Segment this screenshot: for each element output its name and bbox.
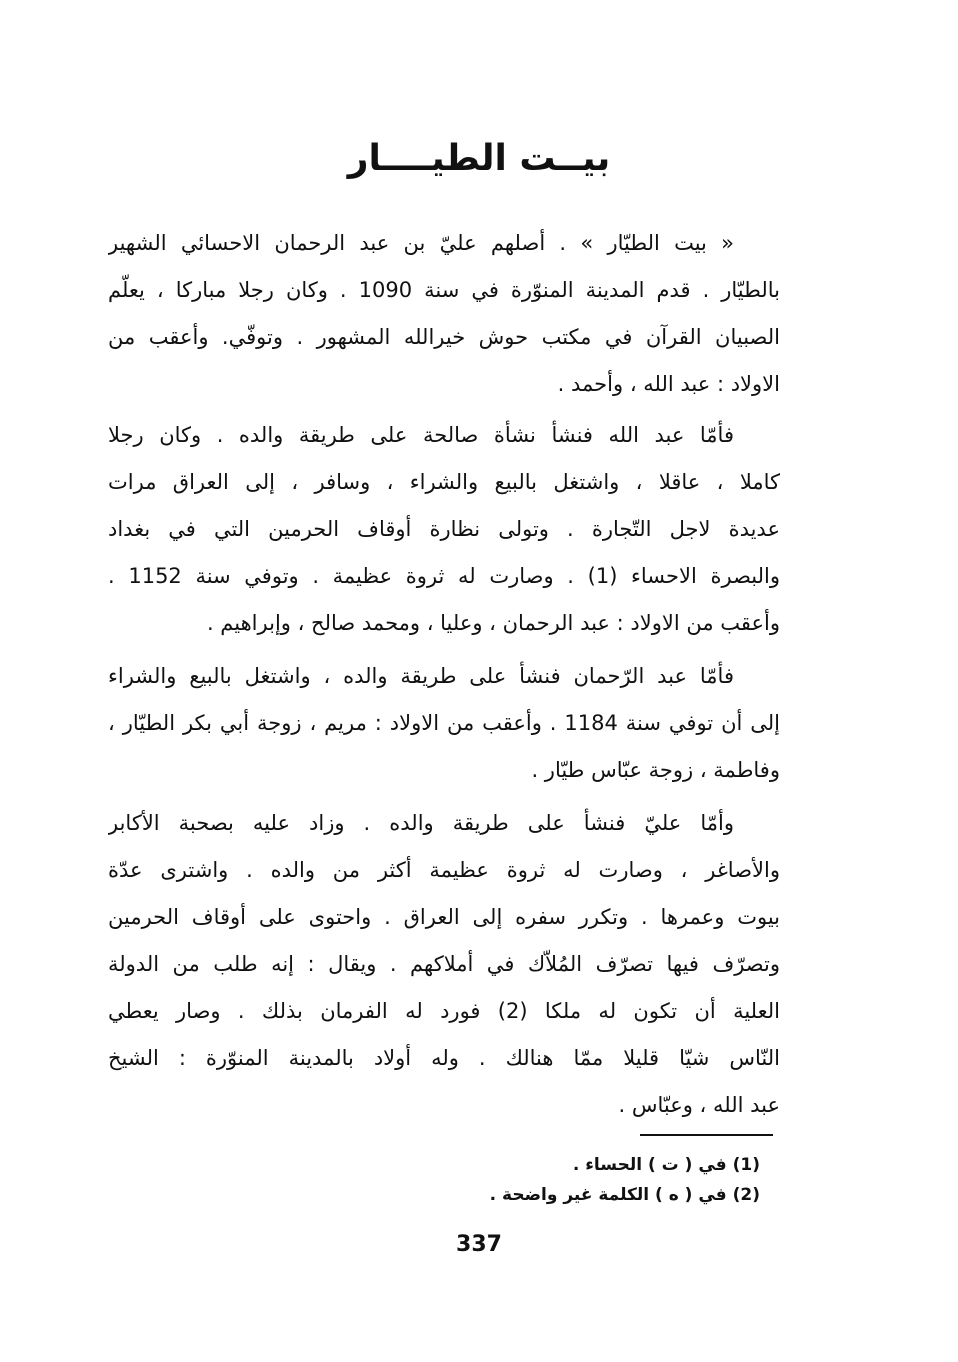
- paragraph-1: [108, 220, 780, 408]
- text-line: وأعقب من الاولاد : عبد الرحمان ، وعليا ، ومحمد صالح ، وإبراهيم .: [206, 611, 780, 635]
- text-line: الاولاد : عبد الله ، وأحمد .: [557, 372, 780, 396]
- text-line: وفاطمة ، زوجة عبّاس طيّار .: [531, 758, 780, 782]
- text-line: النّاس شيّا قليلا ممّا هنالك . وله أولاد بالمدينة المنوّرة : الشيخ: [108, 1046, 780, 1070]
- page-number: 337: [456, 1232, 502, 1257]
- paragraph-3: [108, 653, 780, 794]
- text-line: بالطيّار . قدم المدينة المنوّرة في سنة 1090 . وكان رجلا مباركا ، يعلّم: [108, 278, 780, 302]
- page-title: بيــت الطيــــار: [347, 138, 611, 179]
- text-line: بيوت وعمرها . وتكرر سفره إلى العراق . واحتوى على أوقاف الحرمين: [108, 905, 780, 929]
- text-line: كاملا ، عاقلا ، واشتغل بالبيع والشراء ، وسافر ، إلى العراق مرات: [108, 470, 780, 494]
- text-line: والأصاغر ، وصارت له ثروة عظيمة أكثر من والده . واشترى عدّة: [108, 858, 780, 882]
- text-line: عديدة لاجل التّجارة . وتولى نظارة أوقاف الحرمين التي في بغداد: [108, 517, 780, 541]
- text-line: عبد الله ، وعبّاس .: [618, 1093, 780, 1117]
- text-line: وتصرّف فيها تصرّف المُلاّك في أملاكهم . ويقال : إنه طلب من الدولة: [108, 952, 780, 976]
- text-line: إلى أن توفي سنة 1184 . وأعقب من الاولاد : مريم ، زوجة أبي بكر الطيّار ،: [108, 711, 780, 735]
- footnote-1: (1) في ( ت ) الحساء .: [572, 1155, 760, 1175]
- footnote-divider: [640, 1134, 773, 1136]
- paragraph-2: [108, 412, 780, 647]
- text-line: الصبيان القرآن في مكتب حوش خيرالله المشهور . وتوفّي. وأعقب من: [108, 325, 780, 349]
- text-line: وأمّا عليّ فنشأ على طريقة والده . وزاد عليه بصحبة الأكابر: [108, 811, 734, 835]
- text-line: فأمّا عبد الرّحمان فنشأ على طريقة والده ، واشتغل بالبيع والشراء: [108, 664, 734, 688]
- text-line: العلية أن تكون له ملكا (2) فورد له الفرمان بذلك . وصار يعطي: [108, 999, 780, 1023]
- footnotes: [420, 1150, 760, 1210]
- text-line: « بيت الطيّار » . أصلهم عليّ بن عبد الرحمان الاحسائي الشهير: [108, 231, 734, 255]
- footnote-2: (2) في ( ه ) الكلمة غير واضحة .: [489, 1185, 760, 1205]
- text-line: فأمّا عبد الله فنشأ نشأة صالحة على طريقة والده . وكان رجلا: [108, 423, 734, 447]
- paragraph-4: [108, 800, 780, 1129]
- text-line: والبصرة الاحساء (1) . وصارت له ثروة عظيمة . وتوفي سنة 1152 .: [108, 564, 780, 588]
